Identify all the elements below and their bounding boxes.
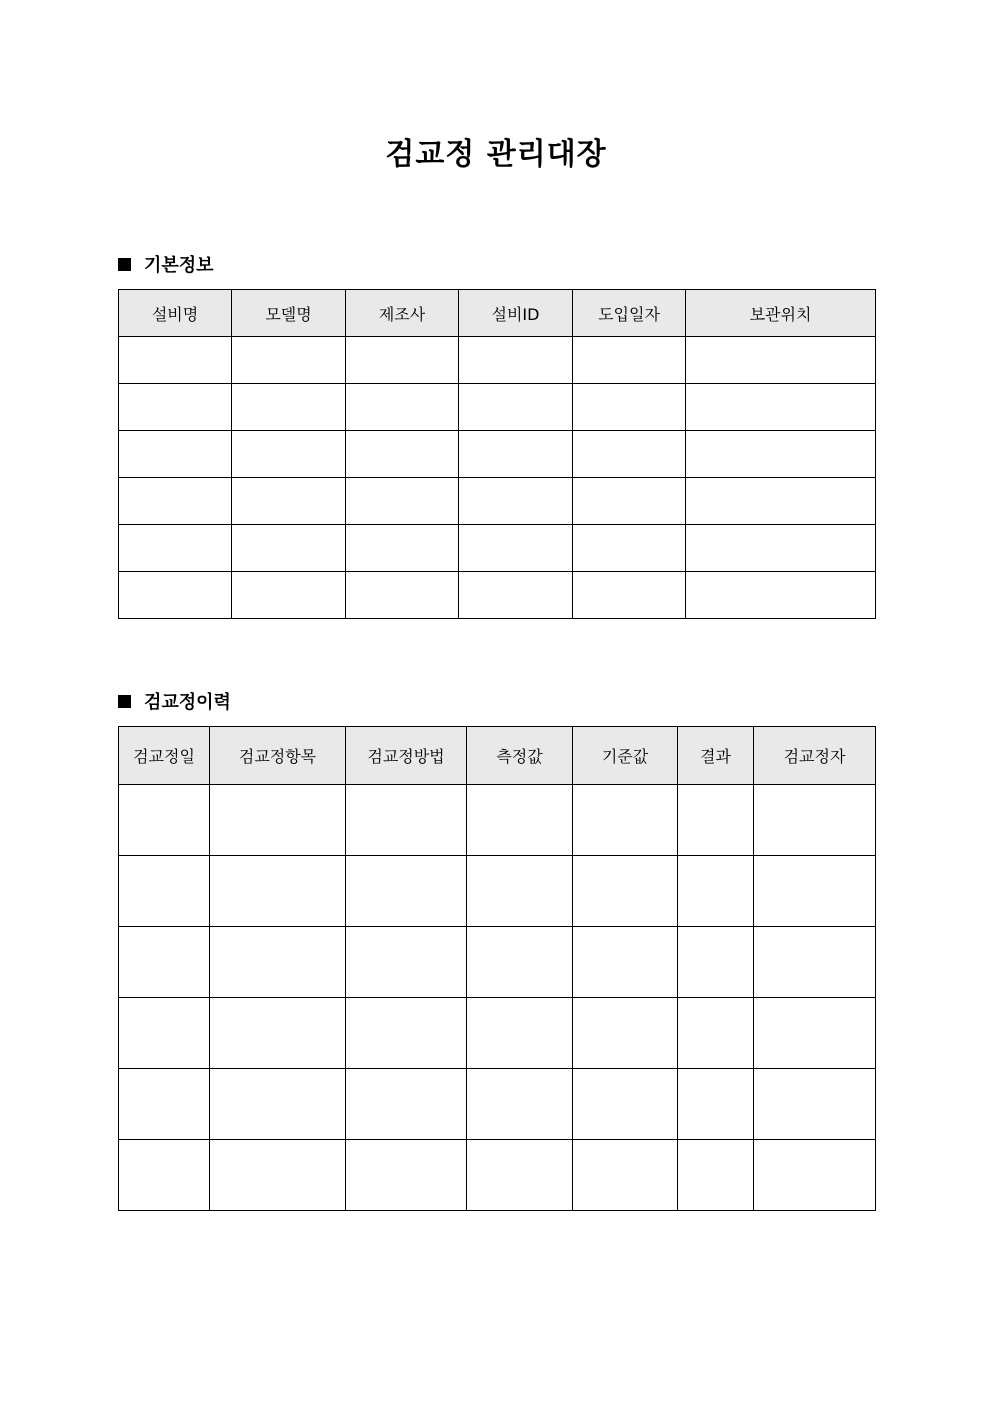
table-cell[interactable] [119,478,232,525]
table-row [119,572,876,619]
page-title: 검교정 관리대장 [385,137,607,172]
table-cell[interactable] [232,478,346,525]
table-cell[interactable] [346,431,459,478]
table-cell[interactable] [210,998,346,1069]
column-header: 모델명 [232,290,346,337]
table-row [119,384,876,431]
table-cell[interactable] [686,384,876,431]
table-header-row [119,290,876,337]
table-cell[interactable] [573,337,686,384]
table-cell[interactable] [467,785,573,856]
table-cell[interactable] [573,572,686,619]
column-header: 측정값 [467,727,573,785]
table-cell[interactable] [459,337,573,384]
table-cell[interactable] [573,525,686,572]
table-cell[interactable] [686,572,876,619]
table-cell[interactable] [210,1069,346,1140]
table-cell[interactable] [754,1069,876,1140]
table-cell[interactable] [232,384,346,431]
table-cell[interactable] [346,856,467,927]
column-header: 검교정자 [754,727,876,785]
table-cell[interactable] [459,525,573,572]
table-cell[interactable] [232,431,346,478]
table-cell[interactable] [119,785,210,856]
table-cell[interactable] [573,998,678,1069]
table-cell[interactable] [346,998,467,1069]
column-header: 설비명 [119,290,232,337]
table-cell[interactable] [678,856,754,927]
table-row [119,785,876,856]
table-row [119,1140,876,1211]
table-cell[interactable] [119,572,232,619]
column-header: 보관위치 [686,290,876,337]
table-cell[interactable] [119,337,232,384]
table-cell[interactable] [346,927,467,998]
table-cell[interactable] [232,525,346,572]
column-header: 결과 [678,727,754,785]
section-heading-label: 기본정보 [144,255,214,276]
table-cell[interactable] [754,1140,876,1211]
table-cell[interactable] [686,478,876,525]
table-cell[interactable] [573,785,678,856]
table-cell[interactable] [678,998,754,1069]
table-cell[interactable] [686,525,876,572]
table-cell[interactable] [119,431,232,478]
table-cell[interactable] [573,1140,678,1211]
table-cell[interactable] [686,337,876,384]
column-header: 제조사 [346,290,459,337]
table-cell[interactable] [346,478,459,525]
table-row [119,998,876,1069]
basic-info-table [118,289,876,619]
table-cell[interactable] [459,478,573,525]
table-row [119,478,876,525]
table-cell[interactable] [754,785,876,856]
table-cell[interactable] [346,384,459,431]
table-cell[interactable] [678,927,754,998]
table-cell[interactable] [467,1069,573,1140]
table-cell[interactable] [119,1069,210,1140]
table-cell[interactable] [210,856,346,927]
table-cell[interactable] [346,572,459,619]
table-row [119,431,876,478]
column-header: 기준값 [573,727,678,785]
table-cell[interactable] [678,1140,754,1211]
table-cell[interactable] [119,998,210,1069]
section-heading-label: 검교정이력 [144,692,231,713]
table-cell[interactable] [678,785,754,856]
table-cell[interactable] [573,384,686,431]
section-heading-basic-info [118,251,214,277]
square-bullet-icon [118,258,131,271]
table-cell[interactable] [119,525,232,572]
table-cell[interactable] [573,431,686,478]
table-cell[interactable] [467,856,573,927]
table-cell[interactable] [346,337,459,384]
table-cell[interactable] [573,856,678,927]
table-cell[interactable] [754,998,876,1069]
table-cell[interactable] [754,927,876,998]
table-cell[interactable] [346,785,467,856]
table-row [119,525,876,572]
table-header-row [119,727,876,785]
table-cell[interactable] [467,998,573,1069]
table-cell[interactable] [573,927,678,998]
table-cell[interactable] [346,1140,467,1211]
table-cell[interactable] [119,1140,210,1211]
table-cell[interactable] [754,856,876,927]
table-cell[interactable] [119,856,210,927]
table-cell[interactable] [232,572,346,619]
column-header: 도입일자 [573,290,686,337]
square-bullet-icon [118,695,131,708]
table-cell[interactable] [119,927,210,998]
table-cell[interactable] [459,384,573,431]
table-row [119,1069,876,1140]
table-cell[interactable] [210,1140,346,1211]
calibration-history-table [118,726,876,1211]
table-cell[interactable] [210,785,346,856]
table-cell[interactable] [232,337,346,384]
table-cell[interactable] [459,431,573,478]
column-header: 설비ID [459,290,573,337]
table-cell[interactable] [467,1140,573,1211]
table-cell[interactable] [573,478,686,525]
column-header: 검교정일 [119,727,210,785]
section-heading-history [118,688,231,714]
table-row [119,927,876,998]
table-cell[interactable] [573,1069,678,1140]
table-cell[interactable] [459,572,573,619]
column-header: 검교정방법 [346,727,467,785]
table-cell[interactable] [346,1069,467,1140]
table-cell[interactable] [119,384,232,431]
table-cell[interactable] [210,927,346,998]
table-row [119,337,876,384]
column-header: 검교정항목 [210,727,346,785]
table-row [119,856,876,927]
table-cell[interactable] [678,1069,754,1140]
table-cell[interactable] [467,927,573,998]
table-cell[interactable] [686,431,876,478]
table-cell[interactable] [346,525,459,572]
